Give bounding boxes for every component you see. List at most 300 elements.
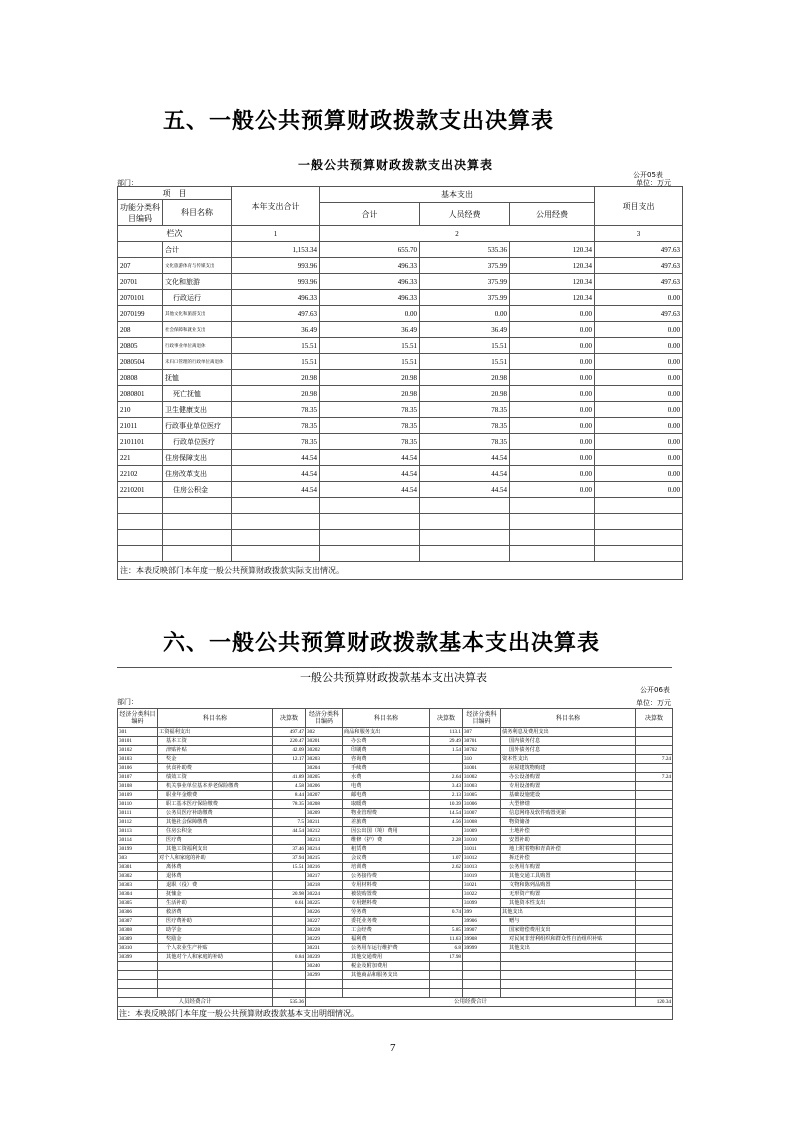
cell-code: 30212 <box>306 827 343 836</box>
cell-name: 租赁费 <box>343 845 430 854</box>
cell-code: 30305 <box>118 899 158 908</box>
section5-unit: 单位：万元 <box>636 179 671 187</box>
cell-personnel: 78.35 <box>420 418 510 434</box>
cell-code: 39908 <box>463 935 501 944</box>
cell-personnel: 36.49 <box>420 322 510 338</box>
cell-code: 31001 <box>463 764 501 773</box>
table-row <box>118 917 673 926</box>
table-row <box>118 274 683 290</box>
cell-code: 30107 <box>118 773 158 782</box>
cell-amount: 8.44 <box>273 791 306 800</box>
cell-name: 会议费 <box>343 854 430 863</box>
cell-name: 福利费 <box>343 935 430 944</box>
cell-code: 31021 <box>463 881 501 890</box>
cell-code: 30309 <box>118 935 158 944</box>
cell-code: 30204 <box>306 764 343 773</box>
table-row <box>118 791 673 800</box>
table-row <box>118 354 683 370</box>
cell-code: 208 <box>118 322 163 338</box>
cell-code: 2070101 <box>118 290 163 306</box>
cell-amount: 2.64 <box>430 773 463 782</box>
basic-expenditure-table <box>117 708 673 1020</box>
cell-code: 31005 <box>463 791 501 800</box>
table-row <box>118 434 683 450</box>
cell-amount: 4.56 <box>430 818 463 827</box>
cell-subtotal: 78.35 <box>320 434 420 450</box>
subtotal-header: 合计 <box>320 203 420 226</box>
cell-name: 机关事业单位基本养老保险缴费 <box>158 782 273 791</box>
cell-project: 497.63 <box>595 242 683 258</box>
table-row <box>118 845 673 854</box>
cell-project: 0.00 <box>595 386 683 402</box>
cell-personnel: 15.51 <box>420 338 510 354</box>
cell-subtotal: 655.70 <box>320 242 420 258</box>
table-row <box>118 854 673 863</box>
personnel-header: 人员经费 <box>420 203 510 226</box>
cell-amount <box>273 836 306 845</box>
cell-amount: 7.24 <box>636 755 673 764</box>
cell-name: 未归口管理的行政单位离退休 <box>163 354 232 370</box>
cell-code: 2080504 <box>118 354 163 370</box>
cell-amount <box>430 917 463 926</box>
cell-name: 办公设备购置 <box>501 773 636 782</box>
cell-amount <box>636 800 673 809</box>
cell-name: 离休费 <box>158 863 273 872</box>
s6-amount-header: 决算数 <box>430 709 463 728</box>
cell-code: 30215 <box>306 854 343 863</box>
page-number: 7 <box>390 1042 396 1054</box>
cell-amount: 15.51 <box>273 863 306 872</box>
cell-code <box>463 953 501 962</box>
cell-public: 0.00 <box>510 386 595 402</box>
cell-amount: 7.24 <box>636 773 673 782</box>
cell-name: 其他支出 <box>501 908 636 917</box>
cell-name: 住房公积金 <box>158 827 273 836</box>
cell-name: 其他支出 <box>501 944 636 953</box>
table-row <box>118 836 673 845</box>
cell-subtotal: 15.51 <box>320 354 420 370</box>
table-row <box>118 944 673 953</box>
table-row <box>118 728 673 737</box>
cell-name: 其他商品和服务支出 <box>343 971 430 980</box>
cell-name: 商品和服务支出 <box>343 728 430 737</box>
cell-code: 30304 <box>118 890 158 899</box>
cell-name: 公务员医疗补助缴费 <box>158 809 273 818</box>
table-row <box>118 953 673 962</box>
cell-code: 30228 <box>306 926 343 935</box>
cell-name: 其他对个人和家庭的补助 <box>158 953 273 962</box>
cell-personnel: 0.00 <box>420 306 510 322</box>
section5-note: 注：本表反映部门本年度一般公共预算财政拨款实际支出情况。 <box>118 562 683 580</box>
cell-name: 绩效工资 <box>158 773 273 782</box>
cell-code: 30102 <box>118 746 158 755</box>
cell-amount <box>636 782 673 791</box>
cell-amount <box>636 863 673 872</box>
cell-code: 39907 <box>463 926 501 935</box>
table-row <box>118 926 673 935</box>
cell-personnel: 15.51 <box>420 354 510 370</box>
cell-project: 0.00 <box>595 402 683 418</box>
cell-code: 30224 <box>306 890 343 899</box>
table-row <box>118 962 673 971</box>
personnel-total-value: 535.36 <box>273 998 306 1007</box>
section6-unit: 单位：万元 <box>636 699 671 707</box>
cell-project: 0.00 <box>595 354 683 370</box>
cell-code: 30110 <box>118 800 158 809</box>
cell-code: 31006 <box>463 800 501 809</box>
cell-code: 30217 <box>306 872 343 881</box>
cell-amount: 12.17 <box>273 755 306 764</box>
cell-amount: 17.98 <box>430 953 463 962</box>
cell-code: 39999 <box>463 944 501 953</box>
cell-name: 基本工资 <box>158 737 273 746</box>
table-row <box>118 482 683 498</box>
cell-code <box>118 971 158 980</box>
cell-public: 120.34 <box>510 290 595 306</box>
cell-name: 医疗费 <box>158 836 273 845</box>
cell-name: 专用材料费 <box>343 881 430 890</box>
cell-amount: 7.5 <box>273 818 306 827</box>
cell-amount <box>636 890 673 899</box>
cell-public: 0.00 <box>510 466 595 482</box>
s6-name-header: 科目名称 <box>343 709 430 728</box>
cell-name: 卫生健康支出 <box>163 402 232 418</box>
cell-name: 工资福利支出 <box>158 728 273 737</box>
cell-name: 大型修缮 <box>501 800 636 809</box>
table-row <box>118 827 673 836</box>
cell-public: 0.00 <box>510 402 595 418</box>
cell-public: 0.00 <box>510 354 595 370</box>
cell-amount <box>273 926 306 935</box>
cell-code: 30113 <box>118 827 158 836</box>
cell-name: 拆迁补偿 <box>501 854 636 863</box>
cell-personnel: 44.54 <box>420 466 510 482</box>
cell-name: 助学金 <box>158 926 273 935</box>
cell-name: 对个人和家庭的补助 <box>158 854 273 863</box>
cell-subtotal: 496.33 <box>320 290 420 306</box>
cell-name: 公务接待费 <box>343 872 430 881</box>
cell-total: 44.54 <box>232 482 320 498</box>
cell-total: 44.54 <box>232 466 320 482</box>
section5-table-title: 一般公共预算财政拨款支出决算表 <box>298 158 494 172</box>
cell-amount <box>430 890 463 899</box>
table-row <box>118 908 673 917</box>
cell-amount: 1.07 <box>430 854 463 863</box>
cell-name: 伙食补助费 <box>158 764 273 773</box>
cell-name: 电费 <box>343 782 430 791</box>
cell-code: 302 <box>306 728 343 737</box>
cell-amount <box>636 737 673 746</box>
cell-code: 20701 <box>118 274 163 290</box>
cell-project: 0.00 <box>595 418 683 434</box>
table-row <box>118 418 683 434</box>
table-row <box>118 935 673 944</box>
cell-code: 31009 <box>463 827 501 836</box>
cell-amount: 10.39 <box>430 800 463 809</box>
cell-amount <box>430 899 463 908</box>
cell-code: 30310 <box>118 944 158 953</box>
cell-code: 30299 <box>306 971 343 980</box>
cell-amount <box>636 953 673 962</box>
cell-name: 资本性支出 <box>501 755 636 764</box>
cell-code: 30201 <box>306 737 343 746</box>
cell-total: 993.96 <box>232 258 320 274</box>
cell-name: 其他文化和旅游支出 <box>163 306 232 322</box>
cell-name: 税金及附加费用 <box>343 962 430 971</box>
total-row <box>118 242 683 258</box>
cell-code: 303 <box>118 854 158 863</box>
cell-name: 行政事业单位医疗 <box>163 418 232 434</box>
cell-code: 31019 <box>463 872 501 881</box>
cell-name: 物资储备 <box>501 818 636 827</box>
cell-code <box>118 962 158 971</box>
cell-name: 国内债务付息 <box>501 737 636 746</box>
cell-code: 22102 <box>118 466 163 482</box>
section5-form-code: 公开05表 <box>633 171 663 179</box>
cell-name: 抚恤金 <box>158 890 273 899</box>
cell-code: 30229 <box>306 935 343 944</box>
cell-name: 救济费 <box>158 908 273 917</box>
cell-code: 221 <box>118 450 163 466</box>
cell-total: 36.49 <box>232 322 320 338</box>
cell-name <box>158 971 273 980</box>
cell-name: 委托业务费 <box>343 917 430 926</box>
cell-code: 31007 <box>463 809 501 818</box>
cell-public: 0.00 <box>510 338 595 354</box>
cell-name: 基础设施建设 <box>501 791 636 800</box>
cell-code: 30202 <box>306 746 343 755</box>
cell-amount: 14.54 <box>430 809 463 818</box>
section6-table-title: 一般公共预算财政拨款基本支出决算表 <box>300 671 487 684</box>
cell-amount <box>636 791 673 800</box>
cell-name: 办公费 <box>343 737 430 746</box>
cell-amount <box>273 881 306 890</box>
table-row <box>118 338 683 354</box>
cell-personnel: 535.36 <box>420 242 510 258</box>
cell-code: 31013 <box>463 863 501 872</box>
table-row <box>118 890 673 899</box>
cell-code: 30239 <box>306 953 343 962</box>
cell-public: 120.34 <box>510 274 595 290</box>
cell-amount: 2.13 <box>430 791 463 800</box>
cell-code: 2070199 <box>118 306 163 322</box>
cell-amount <box>273 764 306 773</box>
cell-code: 30399 <box>118 953 158 962</box>
cell-name: 行政运行 <box>163 290 232 306</box>
cell-amount <box>636 917 673 926</box>
cell-total: 15.51 <box>232 354 320 370</box>
cell-total: 78.35 <box>232 402 320 418</box>
cell-code: 30206 <box>306 782 343 791</box>
cell-subtotal: 44.54 <box>320 466 420 482</box>
col-number: 2 <box>320 226 595 242</box>
cell-public: 0.00 <box>510 418 595 434</box>
cell-amount: 42.09 <box>273 746 306 755</box>
project-header: 项目支出 <box>595 187 683 226</box>
cell-amount <box>636 899 673 908</box>
cell-subtotal: 44.54 <box>320 450 420 466</box>
cell-project: 0.00 <box>595 434 683 450</box>
cell-name: 生活补助 <box>158 899 273 908</box>
table-row <box>118 971 673 980</box>
cell-personnel: 44.54 <box>420 482 510 498</box>
cell-amount <box>430 755 463 764</box>
cell-code: 30112 <box>118 818 158 827</box>
s6-name-header: 科目名称 <box>501 709 636 728</box>
cell-name: 医疗费补助 <box>158 917 273 926</box>
cell-amount <box>273 962 306 971</box>
cell-code: 301 <box>118 728 158 737</box>
cell-subtotal: 496.33 <box>320 274 420 290</box>
s6-name-header: 科目名称 <box>158 709 273 728</box>
cell-amount: 29.49 <box>430 737 463 746</box>
cell-code: 31099 <box>463 899 501 908</box>
cell-name: 信息网络及软件购置更新 <box>501 809 636 818</box>
cell-name: 邮电费 <box>343 791 430 800</box>
cell-amount <box>636 935 673 944</box>
table-row <box>118 764 673 773</box>
cell-personnel: 375.99 <box>420 290 510 306</box>
cell-code: 30109 <box>118 791 158 800</box>
cell-amount <box>636 881 673 890</box>
table-row <box>118 306 683 322</box>
cell-code: 30216 <box>306 863 343 872</box>
table-row <box>118 746 673 755</box>
cell-code: 399 <box>463 908 501 917</box>
cell-code: 30103 <box>118 755 158 764</box>
cell-amount: 5.85 <box>430 926 463 935</box>
cell-amount <box>636 854 673 863</box>
public-total-label: 公用经费合计 <box>306 998 636 1007</box>
cell-amount: 1.54 <box>430 746 463 755</box>
cell-amount: 37.94 <box>273 854 306 863</box>
cell-project: 0.00 <box>595 482 683 498</box>
cell-amount <box>273 917 306 926</box>
cell-subtotal: 15.51 <box>320 338 420 354</box>
cell-code: 30108 <box>118 782 158 791</box>
cell-code: 30308 <box>118 926 158 935</box>
cell-name: 对民间非营利组织和群众性自治组织补贴 <box>501 935 636 944</box>
cell-code: 30207 <box>306 791 343 800</box>
cell-code: 30203 <box>306 755 343 764</box>
table-row <box>118 402 683 418</box>
cell-name: 取暖费 <box>343 800 430 809</box>
cell-name: 专用设备购置 <box>501 782 636 791</box>
table-row <box>118 258 683 274</box>
cell-public: 0.00 <box>510 370 595 386</box>
cell-code: 30111 <box>118 809 158 818</box>
col-number: 3 <box>595 226 683 242</box>
cell-subtotal: 36.49 <box>320 322 420 338</box>
cell-name: 公务用车运行维护费 <box>343 944 430 953</box>
cell-name: 退休费 <box>158 872 273 881</box>
basic-header: 基本支出 <box>320 187 595 203</box>
cell-personnel: 20.98 <box>420 370 510 386</box>
cell-public: 0.00 <box>510 322 595 338</box>
cell-amount <box>636 962 673 971</box>
cell-name <box>501 971 636 980</box>
cell-code: 31002 <box>463 773 501 782</box>
cell-code: 2101101 <box>118 434 163 450</box>
cell-personnel: 20.98 <box>420 386 510 402</box>
table-row <box>118 290 683 306</box>
cell-amount <box>636 746 673 755</box>
cell-code: 30240 <box>306 962 343 971</box>
cell-code: 31003 <box>463 782 501 791</box>
cell-amount: 113.1 <box>430 728 463 737</box>
cell-name: 国家赔偿费用支出 <box>501 926 636 935</box>
cell-code: 30101 <box>118 737 158 746</box>
cell-amount <box>430 872 463 881</box>
cell-amount: 6.8 <box>430 944 463 953</box>
cell-code: 30702 <box>463 746 501 755</box>
cell-name: 咨询费 <box>343 755 430 764</box>
cell-name: 工会经费 <box>343 926 430 935</box>
cell-code: 30231 <box>306 944 343 953</box>
cell-personnel: 44.54 <box>420 450 510 466</box>
item-header: 项 目 <box>118 187 232 200</box>
cell-amount <box>430 881 463 890</box>
cell-code: 30205 <box>306 773 343 782</box>
cell-code: 30225 <box>306 899 343 908</box>
cell-name: 其他交通费用 <box>343 953 430 962</box>
cell-name: 培训费 <box>343 863 430 872</box>
section6-note: 注：本表反映部门本年度一般公共预算财政拨款基本支出明细情况。 <box>118 1007 673 1020</box>
s6-summary-row <box>118 998 673 1007</box>
cell-name: 差旅费 <box>343 818 430 827</box>
cell-code: 39906 <box>463 917 501 926</box>
table-row <box>118 466 683 482</box>
cell-name: 职业年金缴费 <box>158 791 273 800</box>
cell-project: 0.00 <box>595 450 683 466</box>
cell-code: 31011 <box>463 845 501 854</box>
table-row <box>118 773 673 782</box>
cell-code: 21011 <box>118 418 163 434</box>
cell-total: 497.63 <box>232 306 320 322</box>
cell-code: 307 <box>463 728 501 737</box>
table-row <box>118 737 673 746</box>
cell-code: 2080801 <box>118 386 163 402</box>
cell-code: 30301 <box>118 863 158 872</box>
cell-amount: 2.28 <box>430 836 463 845</box>
table-row <box>118 818 673 827</box>
cell-subtotal: 78.35 <box>320 418 420 434</box>
cell-amount <box>430 962 463 971</box>
cell-public: 0.00 <box>510 450 595 466</box>
cell-code <box>463 962 501 971</box>
cell-amount: 220.47 <box>273 737 306 746</box>
cell-amount: 11.63 <box>430 935 463 944</box>
cell-name: 土地补偿 <box>501 827 636 836</box>
cell-name: 其他工资福利支出 <box>158 845 273 854</box>
cell-code: 20808 <box>118 370 163 386</box>
cell-amount: 0.84 <box>273 953 306 962</box>
cell-subtotal: 78.35 <box>320 402 420 418</box>
cell-amount: 2.62 <box>430 863 463 872</box>
cell-code: 30211 <box>306 818 343 827</box>
col-number: 1 <box>232 226 320 242</box>
cell-project: 497.63 <box>595 306 683 322</box>
cell-name: 津贴补贴 <box>158 746 273 755</box>
cell-code: 30306 <box>118 908 158 917</box>
cell-name: 专用燃料费 <box>343 899 430 908</box>
section6-title-rule <box>117 667 672 668</box>
cell-name <box>501 962 636 971</box>
cell-amount <box>430 845 463 854</box>
cell-amount <box>273 935 306 944</box>
cell-amount <box>430 971 463 980</box>
section5-heading: 五、一般公共预算财政拨款支出决算表 <box>163 109 555 134</box>
